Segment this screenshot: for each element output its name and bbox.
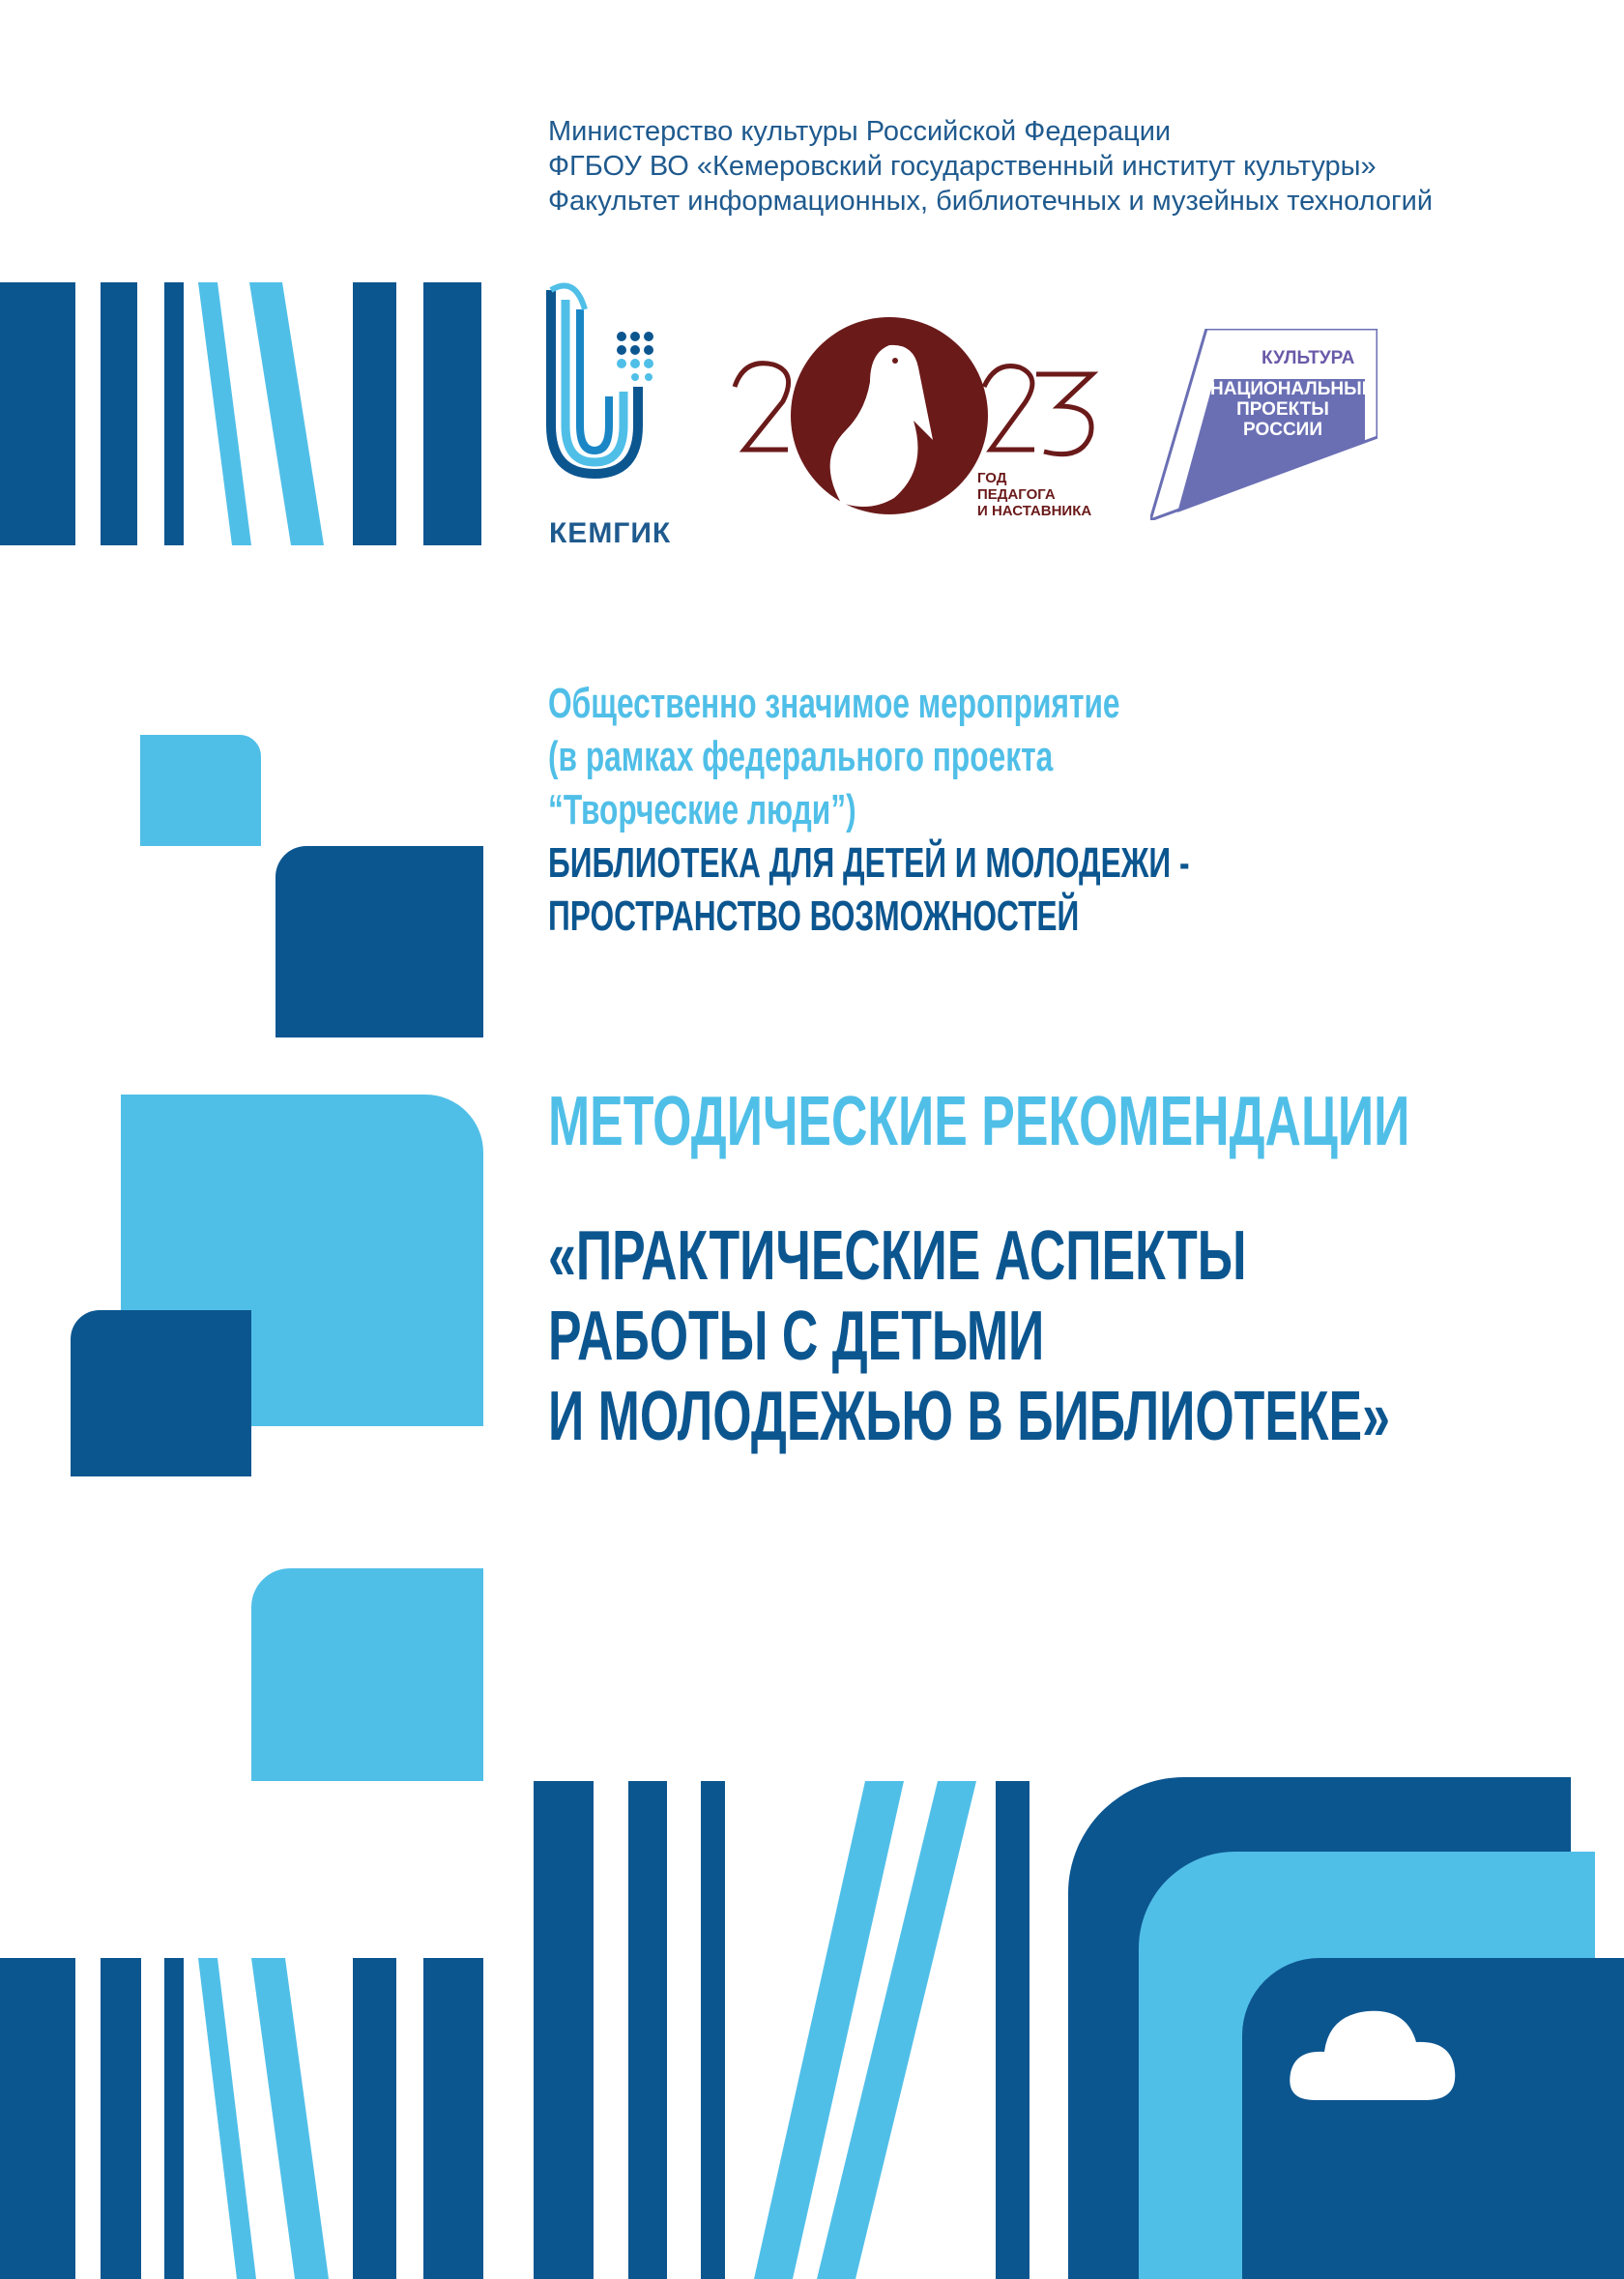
stripe xyxy=(101,282,137,545)
national-projects-line: РОССИИ xyxy=(1243,420,1322,440)
national-projects-line: НАЦИОНАЛЬНЫЕ xyxy=(1210,379,1375,399)
event-line: Общественно значимое мероприятие xyxy=(548,680,1120,727)
main-title-line: И МОЛОДЕЖЬЮ В БИБЛИОТЕКЕ» xyxy=(548,1378,1390,1455)
year-caption-line: ГОД xyxy=(977,470,1007,486)
stripe xyxy=(628,1781,667,2279)
event-line: (в рамках федерального проекта xyxy=(548,733,1054,780)
national-projects-label xyxy=(1210,379,1375,440)
institute-line: ФГБОУ ВО «Кемеровский государственный институт культуры» xyxy=(548,151,1377,182)
light-square-decoration xyxy=(140,735,261,846)
kultura-label: КУЛЬТУРА xyxy=(1262,348,1355,368)
stripe xyxy=(423,1958,483,2279)
year-caption xyxy=(977,470,1091,519)
main-title-line: «ПРАКТИЧЕСКИЕ АСПЕКТЫ xyxy=(548,1217,1247,1295)
recommendations-title: МЕТОДИЧЕСКИЕ РЕКОМЕНДАЦИИ xyxy=(548,1083,1410,1160)
year-caption-line: И НАСТАВНИКА xyxy=(977,503,1092,519)
header-organization xyxy=(548,114,1611,219)
stripe xyxy=(164,282,184,545)
stripe xyxy=(353,1958,396,2279)
faculty-line: Факультет информационных, библиотечных и музейных технологий xyxy=(548,186,1434,217)
event-line: “Творческие люди”) xyxy=(548,786,856,833)
event-title-line: БИБЛИОТЕКА ДЛЯ ДЕТЕЙ И МОЛОДЕЖИ - xyxy=(548,839,1190,887)
light-square-decoration xyxy=(251,1568,483,1781)
diagonal-stripes xyxy=(193,282,338,545)
stripe xyxy=(701,1781,725,2279)
year-caption-line: ПЕДАГОГА xyxy=(977,486,1056,503)
stripe xyxy=(164,1958,184,2279)
ministry-line: Министерство культуры Российской Федерации xyxy=(548,116,1172,147)
main-title xyxy=(548,1216,1624,1457)
stripe xyxy=(353,282,396,545)
main-title-line: РАБОТЫ С ДЕТЬМИ xyxy=(548,1298,1045,1375)
cloud-icon xyxy=(1286,1994,1460,2105)
diagonal-stripes xyxy=(735,1781,991,2279)
stripe xyxy=(101,1958,141,2279)
kemgik-label: КЕМГИК xyxy=(549,517,672,549)
stripe xyxy=(534,1781,594,2279)
stripe xyxy=(0,1958,75,2279)
event-description xyxy=(548,677,1624,943)
stripe xyxy=(996,1781,1030,2279)
national-projects-line: ПРОЕКТЫ xyxy=(1236,399,1329,420)
dark-square-decoration xyxy=(276,846,483,1037)
dark-square-decoration xyxy=(71,1310,251,1476)
stripe xyxy=(0,282,75,545)
diagonal-stripes xyxy=(193,1958,338,2279)
event-title-line: ПРОСТРАНСТВО ВОЗМОЖНОСТЕЙ xyxy=(548,892,1080,940)
stripe xyxy=(423,282,481,545)
kemgik-logo-icon xyxy=(546,280,672,483)
